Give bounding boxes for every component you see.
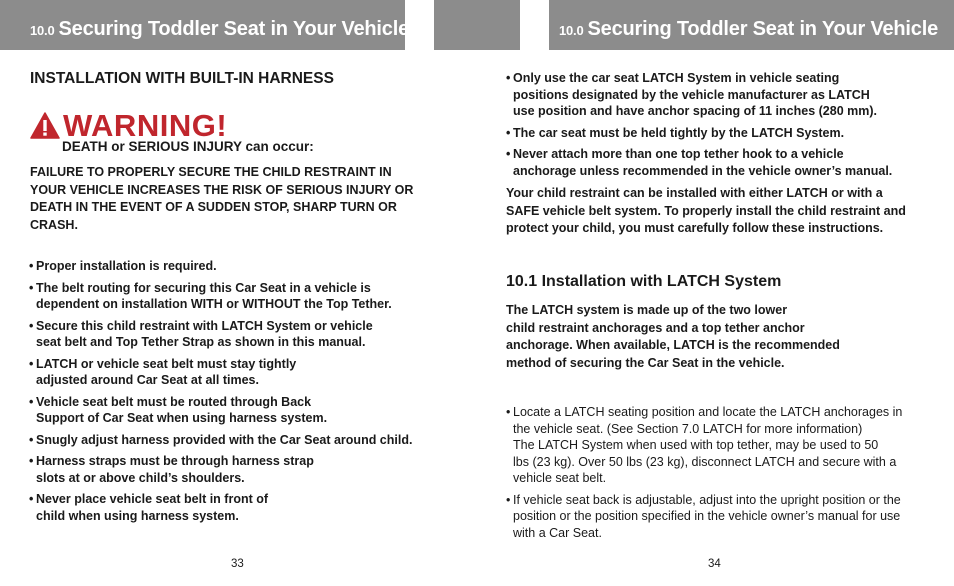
latch-line: anchorage. When available, LATCH is the recommended bbox=[506, 338, 840, 352]
list-item-line: Harness straps must be through harness strap bbox=[36, 454, 314, 468]
list-item-line: Never place vehicle seat belt in front of bbox=[36, 492, 269, 506]
list-item-line: positions designated by the vehicle manufacturer as LATCH bbox=[513, 87, 870, 102]
list-item: • Harness straps must be through harness strap slots at or above child’s shoulders. bbox=[29, 453, 439, 486]
list-item-line: use position and have anchor spacing of 11 inches (280 mm). bbox=[513, 104, 877, 118]
installation-subheading: INSTALLATION WITH BUILT-IN HARNESS bbox=[30, 70, 334, 87]
left-header-number: 10.0 bbox=[30, 23, 55, 38]
list-item-line: Secure this child restraint with LATCH System or vehicle bbox=[36, 318, 373, 333]
list-item: • Never place vehicle seat belt in front of child when using harness system. bbox=[29, 491, 439, 524]
list-item-line: lbs (23 kg). Over 50 lbs (23 kg), disconnect LATCH and secure with a bbox=[513, 454, 897, 469]
list-item-line: Only use the car seat LATCH System in vehicle seating bbox=[513, 71, 840, 85]
list-item: • Only use the car seat LATCH System in vehicle seating positions designated by the vehicle manufacturer as LATCH use position and have anchor spacing of 11 inches (280 mm). bbox=[506, 70, 936, 120]
warning-label: WARNING! bbox=[63, 108, 228, 143]
list-item-line: Vehicle seat belt must be routed through Back bbox=[36, 394, 312, 409]
right-header-text: Securing Toddler Seat in Your Vehicle bbox=[587, 18, 938, 40]
list-item-line: Snugly adjust harness provided with the Car Seat around child. bbox=[36, 432, 413, 447]
intro-line: protect your child, you must carefully follow these instructions. bbox=[506, 221, 884, 235]
list-item-line: If vehicle seat back is adjustable, adjust into the upright position or the bbox=[513, 492, 901, 507]
list-item-line: The car seat must be held tightly by the LATCH System. bbox=[513, 125, 845, 140]
right-top-bullet-list bbox=[506, 70, 936, 184]
list-item: • Secure this child restraint with LATCH System or vehicle seat belt and Top Tether Strap as shown in this manual. bbox=[29, 318, 439, 351]
intro-line: Your child restraint can be installed with either LATCH or with a bbox=[506, 186, 883, 200]
list-item: • The belt routing for securing this Car Seat in a vehicle is dependent on installation WITH or WITHOUT the Top Tether. bbox=[29, 280, 439, 313]
left-header-text: Securing Toddler Seat in Your Vehicle bbox=[58, 18, 409, 40]
list-item-line: Never attach more than one top tether hook to a vehicle bbox=[513, 147, 844, 161]
left-page-number: 33 bbox=[231, 558, 244, 570]
list-item-line: with a Car Seat. bbox=[513, 525, 602, 540]
list-item-line: Proper installation is required. bbox=[36, 259, 217, 273]
latch-line: method of securing the Car Seat in the vehicle. bbox=[506, 355, 785, 370]
intro-paragraph bbox=[506, 185, 946, 238]
list-item-line: LATCH or vehicle seat belt must stay tightly bbox=[36, 356, 297, 371]
list-item-line: anchorage unless recommended in the vehicle owner’s manual. bbox=[513, 163, 893, 178]
failure-line: DEATH IN THE EVENT OF A SUDDEN STOP, SHARP TURN OR bbox=[30, 200, 397, 214]
center-gray-tab bbox=[434, 0, 520, 50]
list-item: • If vehicle seat back is adjustable, adjust into the upright position or the position or the position specified in the vehicle owner’s manual for use with a Car Seat. bbox=[506, 492, 942, 542]
latch-line: child restraint anchorages and a top tether anchor bbox=[506, 320, 805, 335]
failure-line: YOUR VEHICLE INCREASES THE RISK OF SERIOUS INJURY OR bbox=[30, 182, 414, 197]
list-item: • Locate a LATCH seating position and locate the LATCH anchorages in the vehicle seat. (See Section 7.0 LATCH for more information) The LATCH System when used with top tether, may be used to 50 lbs (23 kg). Over 50 lbs (23 kg), disconnect LATCH and secure with a vehicle seat belt. bbox=[506, 404, 942, 487]
list-item-line: position or the position specified in the vehicle owner’s manual for use bbox=[513, 509, 901, 523]
warning-subtext: DEATH or SERIOUS INJURY can occur: bbox=[62, 139, 314, 154]
failure-line: FAILURE TO PROPERLY SECURE THE CHILD RESTRAINT IN bbox=[30, 165, 392, 179]
list-item: • Proper installation is required. bbox=[29, 258, 439, 275]
latch-description bbox=[506, 302, 926, 372]
failure-text bbox=[30, 164, 440, 234]
left-header-bar bbox=[0, 0, 409, 50]
warning-banner bbox=[30, 110, 227, 141]
left-header-title bbox=[30, 18, 409, 41]
list-item-line: Locate a LATCH seating position and locate the LATCH anchorages in bbox=[513, 405, 903, 419]
list-item: • Vehicle seat belt must be routed through Back Support of Car Seat when using harness system. bbox=[29, 394, 439, 427]
list-item-line: The LATCH System when used with top tether, may be used to 50 bbox=[513, 438, 879, 452]
list-item-line: the vehicle seat. (See Section 7.0 LATCH for more information) bbox=[513, 421, 863, 436]
list-item-line: slots at or above child’s shoulders. bbox=[36, 470, 245, 485]
right-header-title bbox=[559, 18, 938, 41]
right-header-bar bbox=[549, 0, 954, 50]
right-header-number: 10.0 bbox=[559, 23, 584, 38]
section-title: 10.1 Installation with LATCH System bbox=[506, 273, 782, 290]
list-item: • Snugly adjust harness provided with the Car Seat around child. bbox=[29, 432, 439, 449]
left-bullet-list bbox=[29, 258, 439, 529]
list-item-line: The belt routing for securing this Car Seat in a vehicle is bbox=[36, 280, 371, 295]
list-item-line: child when using harness system. bbox=[36, 508, 239, 523]
right-page-number: 34 bbox=[708, 558, 721, 570]
list-item-line: adjusted around Car Seat at all times. bbox=[36, 373, 259, 387]
list-item: • LATCH or vehicle seat belt must stay tightly adjusted around Car Seat at all times. bbox=[29, 356, 439, 389]
list-item-line: vehicle seat belt. bbox=[513, 471, 607, 485]
warning-triangle-icon bbox=[30, 112, 60, 139]
right-bottom-bullet-list bbox=[506, 404, 942, 546]
latch-line: The LATCH system is made up of the two lower bbox=[506, 303, 788, 317]
list-item: • The car seat must be held tightly by the LATCH System. bbox=[506, 125, 936, 142]
list-item: • Never attach more than one top tether hook to a vehicle anchorage unless recommended in the vehicle owner’s manual. bbox=[506, 146, 936, 179]
list-item-line: Support of Car Seat when using harness system. bbox=[36, 411, 328, 425]
failure-line: CRASH. bbox=[30, 217, 78, 232]
list-item-line: seat belt and Top Tether Strap as shown in this manual. bbox=[36, 335, 366, 349]
list-item-line: dependent on installation WITH or WITHOUT the Top Tether. bbox=[36, 297, 392, 311]
intro-line: SAFE vehicle belt system. To properly install the child restraint and bbox=[506, 203, 906, 218]
